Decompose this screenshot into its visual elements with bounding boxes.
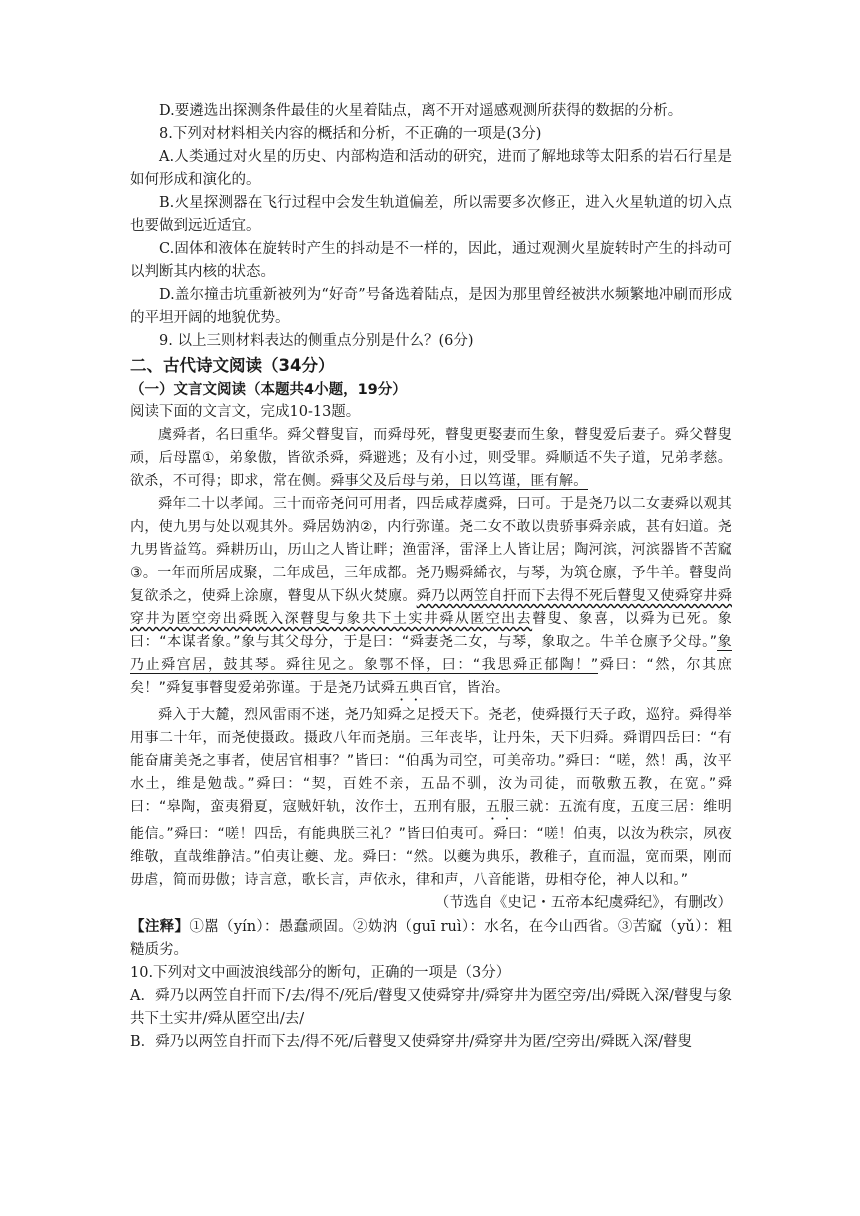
passage-text: 虞舜者，名曰重华。舜父瞽叟盲，而舜母死，瞽叟更娶妻而生象，瞽叟爱后妻子。舜父瞽叟顽，后母嚚①，弟象傲，皆欲杀舜，舜避逃；及有小过，则受罪。舜顺适不失子道，兄弟孝慈。欲杀，不可得；即求，常在侧。 [130,427,732,489]
underlined-sentence: 舜事父及后母与弟，日以笃谨，匪有解。 [330,473,588,489]
page-content [130,100,732,1054]
reading-instruction: 阅读下面的文言文，完成10-13题。 [130,404,361,420]
dotted-term: 五服 [485,799,515,815]
q8-option-b[interactable]: B.火星探测器在飞行过程中会发生轨道偏差，所以需要多次修正，进入火星轨道的切入点也要做到远近适宜。 [130,195,732,234]
q8-option-d[interactable]: D.盖尔撞击坑重新被列为“好奇”号备选着陆点，是因为那里曾经被洪水频繁地冲刷而形成的平坦开阔的地貌优势。 [130,287,732,326]
notes-label: 【注释】 [130,918,190,935]
q10-option-b[interactable]: B．舜乃以两笠自扞而下去/得不死/后瞽叟又使舜穿井/舜穿井为匿/空旁出/舜既入深/瞽叟 [130,1034,692,1050]
passage-text: 舜入于大麓，烈风雷雨不迷，尧乃知舜之足授天下。尧老，使舜摄行天子政，巡狩。舜得举用事二十年，而尧使摄政。摄政八年而尧崩。三年丧毕，让丹朱，天下归舜。舜谓四岳曰：“有能奋庸美尧之事者，使居官相事？”皆曰：“伯禹为司空，可美帝功。”舜曰：“嗟，然！禹，汝平水土，维是勉哉。”舜曰：“契，百姓不亲，五品不驯，汝为司徒，而敬敷五教，在宽。”舜曰：“皋陶，蛮夷猾夏，寇贼奸轨，汝作士，五刑有服， [130,707,732,815]
q8-stem: 8.下列对材料相关内容的概括和分析，不正确的一项是(3分) [159,126,542,142]
notes [130,915,732,962]
q8-option-c[interactable]: C.固体和液体在旋转时产生的抖动是不一样的，因此，通过观测火星旋转时产生的抖动可以判断其内核的状态。 [130,241,732,280]
passage-text: 三就：五流有度，五度三居：维明能信。”舜曰：“嗟！四岳，有能典朕三礼？”皆曰伯夷可。舜曰：“嗟！伯夷，以汝为秩宗，夙夜维敬，直哉维静洁。”伯夷让夔、龙。舜曰：“然。以夔为典乐，教稚子，直而温，宽而栗，刚而毋虐，简而毋傲；诗言意，歌长言，声依永，律和声，八音能谐，毋相夺伦，神人以和。” [130,799,732,888]
passage-text: 舜年二十以孝闻。三十而帝尧问可用者，四岳咸荐虞舜，曰可。于是尧乃以二女妻舜以观其内，使九男与处以观其外。舜居妫汭②，内行弥谨。尧二女不敢以贵骄事舜亲戚，甚有妇道。尧九男皆益笃。舜耕历山，历山之人皆让畔；渔雷泽，雷泽上人皆让居；陶河滨，河滨器皆不苦窳③。一年而所居成聚，二年成邑，三年成都。尧乃赐舜絺衣，与琴，为筑仓廪，予牛羊。瞽叟尚复欲杀之，使舜上涂廪，瞽叟从下纵火焚廪。 [130,496,732,604]
passage-paragraph-1 [130,424,732,493]
underlined-sentence: 象乃止舜宫居，鼓其琴。舜往见之。象鄂不怿，曰：“我思舜正郁陶！” [130,634,732,673]
q9-stem: 9. 以上三则材料表达的侧重点分别是什么？(6分) [159,333,474,349]
passage-text: 百官，皆治。 [423,680,510,696]
q10-option-a[interactable]: A．舜乃以两笠自扞而下/去/得不/死后/瞽叟又使舜穿井/舜穿井为匿空旁/出/舜既入深/瞽叟与象共下土实井/舜从匿空出/去/ [130,988,732,1027]
q7-option-d[interactable]: D.要遴选出探测条件最佳的火星着陆点，离不开对遥感观测所获得的数据的分析。 [159,103,683,119]
subsection-heading: （一）文言文阅读（本题共4小题，19分） [130,382,407,398]
passage-source: （节选自《史记・五帝本纪虞舜纪》，有删改） [434,895,732,911]
passage-paragraph-3 [130,704,732,892]
section-heading: 二、古代诗文阅读（34分） [130,356,335,375]
notes-text: ①嚚（yín）：愚蠢顽固。②妫汭（guī ruì）：水名，在今山西省。③苦窳（yǔ）：粗糙质劣。 [130,919,732,958]
q8-option-a[interactable]: A.人类通过对火星的历史、内部构造和活动的研究，进而了解地球等太阳系的岩石行星是如何形成和演化的。 [130,149,732,188]
wavy-underlined-segment: 舜乃以两笠自扞而下去得不死后瞽叟又使舜穿井舜穿井为匿空旁出舜既入深瞽叟与象共下土实井舜从匿空出去 [130,588,732,627]
passage-text: 舜曰：“然，尔其庶矣！”舜复事瞽叟爱弟弥谨。于是尧乃试舜 [130,657,732,696]
dotted-term: 五典 [394,680,424,696]
passage-text: 瞽叟、象喜，以舜为已死。象曰：“本谋者象。”象与其父母分，于是曰：“舜妻尧二女，与琴，象取之。牛羊仓廪予父母。” [130,611,732,650]
q10-stem: 10.下列对文中画波浪线部分的断句，正确的一项是（3分） [130,965,511,981]
passage-paragraph-2 [130,493,732,704]
